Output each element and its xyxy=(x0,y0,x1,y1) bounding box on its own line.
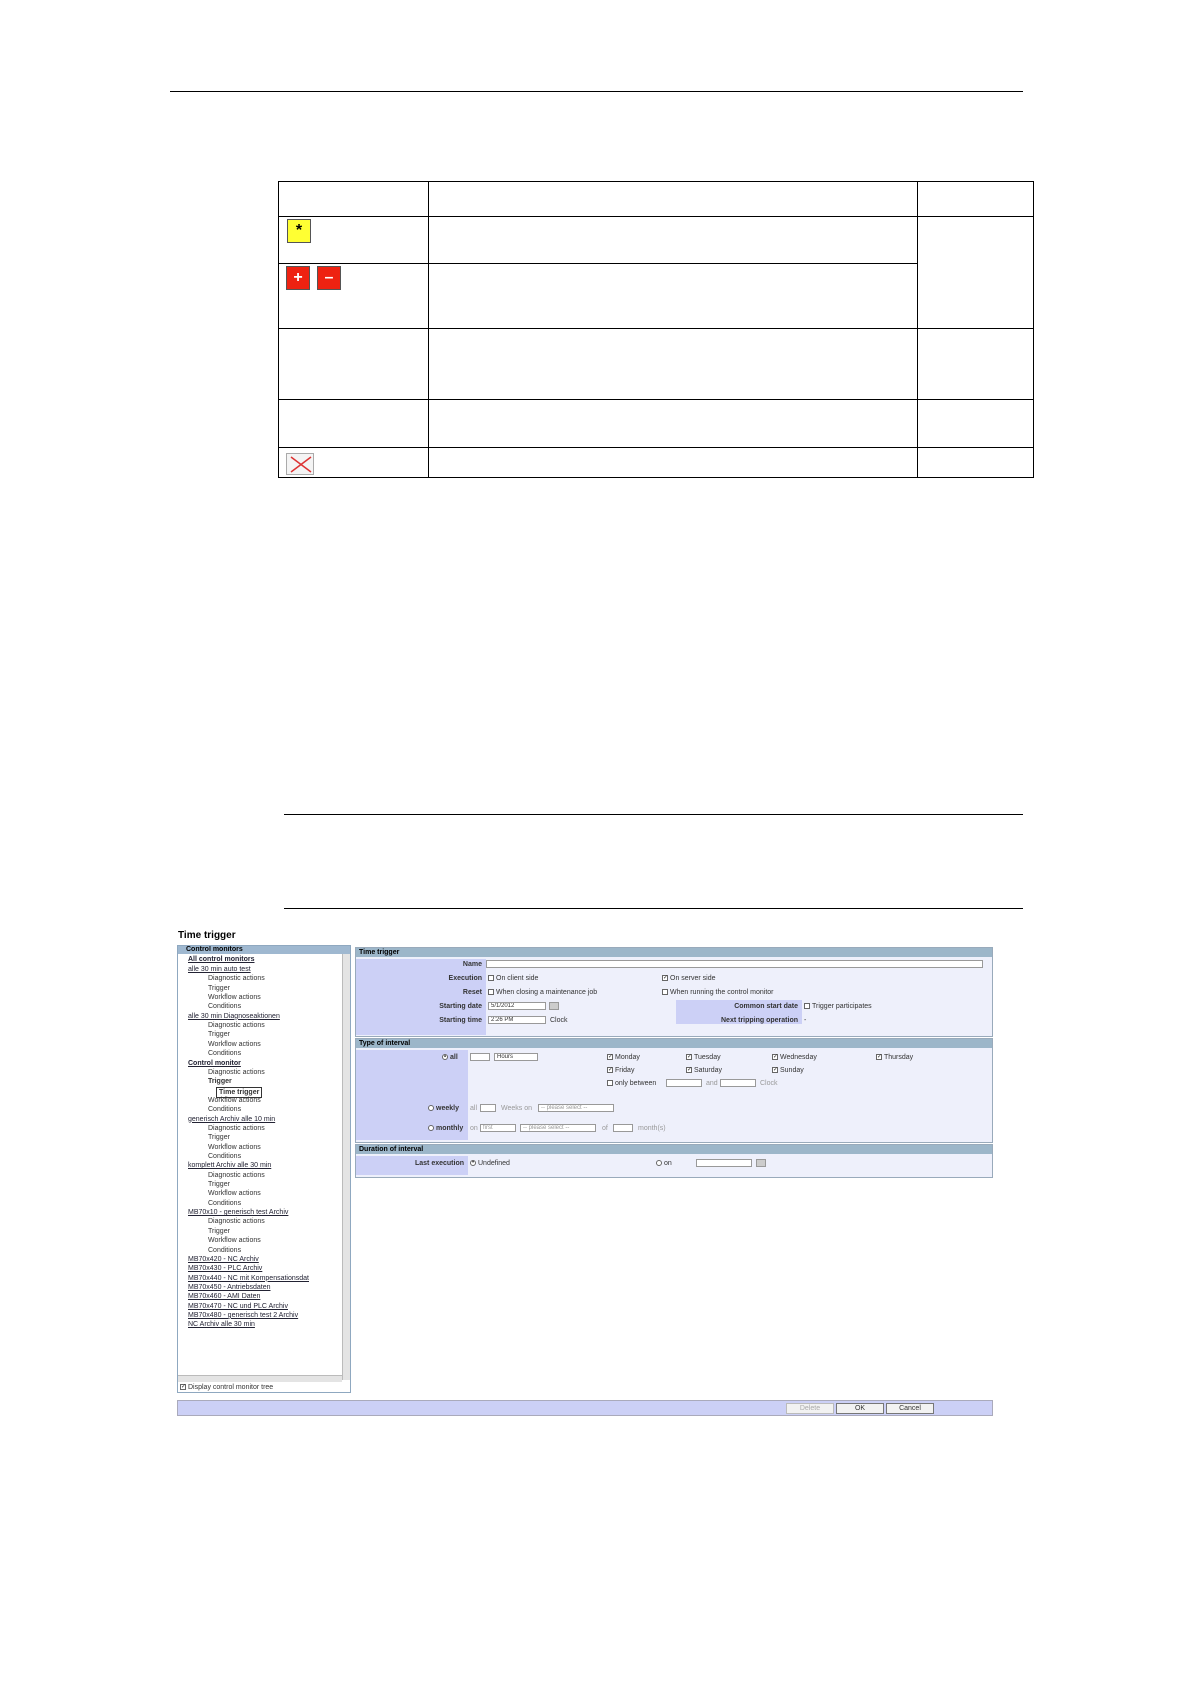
on-radio[interactable]: on xyxy=(656,1160,672,1167)
tree-vertical-scrollbar[interactable] xyxy=(342,954,350,1380)
monthly-first-select[interactable]: first xyxy=(480,1124,516,1132)
tree-item[interactable]: Diagnostic actions xyxy=(208,1124,265,1132)
tree-item[interactable]: Trigger xyxy=(208,1031,230,1039)
legend-row-new xyxy=(279,217,429,264)
delete-x-icon xyxy=(286,453,314,475)
legend-row-4-col3 xyxy=(918,329,1034,400)
tree-horizontal-scrollbar[interactable] xyxy=(178,1375,342,1382)
starting-time-input[interactable]: 2:26 PM xyxy=(488,1016,546,1024)
weekly-day-select[interactable]: -- please select -- xyxy=(538,1104,614,1112)
delete-button[interactable]: Delete xyxy=(786,1403,834,1414)
between-from-input[interactable] xyxy=(666,1079,702,1087)
symbol-legend-table xyxy=(278,181,1034,478)
tree-item[interactable]: Workflow actions xyxy=(208,994,261,1002)
tree-item[interactable]: Conditions xyxy=(208,1199,242,1207)
starting-time-clock: Clock xyxy=(550,1017,568,1024)
legend-row-delete-desc xyxy=(428,448,917,478)
tree-item[interactable]: Diagnostic actions xyxy=(208,1171,265,1179)
interval-all-radio[interactable]: • all xyxy=(443,1054,458,1061)
execution-client-option[interactable]: On client side xyxy=(488,975,538,982)
last-execution-label: Last execution xyxy=(414,1160,464,1167)
duration-calendar-icon[interactable] xyxy=(756,1159,766,1167)
display-tree-checkbox[interactable]: ✓ xyxy=(181,1384,187,1391)
weekly-radio[interactable]: weekly xyxy=(428,1105,459,1112)
day-wednesday[interactable]: ✓ Wednesday xyxy=(773,1054,817,1061)
monthly-radio[interactable]: monthly xyxy=(428,1125,463,1132)
legend-head-col1 xyxy=(279,182,429,217)
tree-item[interactable]: Workflow actions xyxy=(208,1143,261,1151)
tree-header[interactable]: Control monitors xyxy=(178,946,350,954)
months-label: month(s) xyxy=(638,1125,666,1132)
tree-item[interactable]: Control monitor xyxy=(188,1059,241,1067)
day-friday[interactable]: ✓ Friday xyxy=(608,1067,635,1074)
starting-time-label: Starting time xyxy=(439,1017,482,1024)
last-execution-date-input[interactable] xyxy=(696,1159,752,1167)
trigger-participates-checkbox[interactable]: Trigger participates xyxy=(804,1003,872,1010)
tree-item[interactable]: MB70x470 - NC und PLC Archiv xyxy=(188,1302,288,1310)
duration-header: Duration of interval xyxy=(356,1145,992,1154)
reset-label: Reset xyxy=(462,989,482,996)
legend-row-5-col1 xyxy=(279,400,429,448)
tree-item[interactable]: Conditions xyxy=(208,1050,242,1058)
tree-item[interactable]: MB70x430 - PLC Archiv xyxy=(188,1265,263,1273)
tree-item[interactable]: Conditions xyxy=(208,1246,242,1254)
name-input[interactable] xyxy=(486,960,983,968)
tree-item[interactable]: alle 30 min Diagnoseaktionen xyxy=(188,1012,280,1020)
monthly-of-label: of xyxy=(602,1125,608,1132)
tree-item[interactable]: Trigger xyxy=(208,1227,230,1235)
tree-item[interactable]: Workflow actions xyxy=(208,1237,261,1245)
legend-head-col2 xyxy=(428,182,917,217)
only-between-checkbox[interactable]: only between xyxy=(607,1080,656,1087)
monthly-count-input[interactable] xyxy=(613,1124,633,1132)
tree-item[interactable]: komplett Archiv alle 30 min xyxy=(188,1162,272,1170)
legend-row-delete-note xyxy=(918,448,1034,478)
next-tripping-label: Next tripping operation xyxy=(721,1017,798,1024)
tree-item[interactable]: Diagnostic actions xyxy=(208,1068,265,1076)
tree-root[interactable]: All control monitors xyxy=(188,956,255,963)
weekly-all-label: all xyxy=(470,1105,478,1112)
tree-item[interactable]: MB70x480 - generisch test 2 Archiv xyxy=(188,1311,299,1319)
tree-item[interactable]: MB70x420 - NC Archiv xyxy=(188,1255,259,1263)
calendar-icon[interactable] xyxy=(549,1002,559,1010)
tree-item[interactable]: MB70x10 - generisch test Archiv xyxy=(188,1209,289,1217)
tree-item[interactable]: NC Archiv alle 30 min xyxy=(188,1321,255,1329)
between-clock-label: Clock xyxy=(760,1080,778,1087)
execution-server-option[interactable]: ✓ On server side xyxy=(663,975,716,982)
next-tripping-value: - xyxy=(804,1017,807,1024)
time-trigger-screenshot xyxy=(175,930,995,1420)
tree-item[interactable]: Time trigger xyxy=(216,1087,262,1098)
interval-count-input[interactable] xyxy=(470,1053,490,1061)
day-saturday[interactable]: ✓ Saturday xyxy=(687,1067,723,1074)
legend-row-5-col2 xyxy=(428,400,917,448)
tree-item[interactable]: Diagnostic actions xyxy=(208,1218,265,1226)
starting-date-input[interactable]: 5/1/2012 xyxy=(488,1002,546,1010)
day-tuesday[interactable]: ✓ Tuesday xyxy=(687,1054,721,1061)
day-thursday[interactable]: ✓ Thursday xyxy=(877,1054,914,1061)
time-trigger-panel xyxy=(355,947,993,1037)
day-sunday[interactable]: ✓ Sunday xyxy=(773,1067,804,1074)
tree-item[interactable]: Diagnostic actions xyxy=(208,975,265,983)
tree-item[interactable]: Trigger xyxy=(208,984,230,992)
starting-date-label: Starting date xyxy=(439,1003,482,1010)
tree-item[interactable]: Trigger xyxy=(208,1181,230,1189)
legend-row-expand-desc xyxy=(428,264,917,329)
control-monitor-tree[interactable] xyxy=(177,945,351,1393)
screenshot-title: Time trigger xyxy=(178,930,236,941)
tree-item[interactable]: Diagnostic actions xyxy=(208,1022,265,1030)
tree-item[interactable]: Workflow actions xyxy=(208,1040,261,1048)
monthly-on-label: on xyxy=(470,1125,478,1132)
tree-item[interactable]: MB70x450 - Antriebsdaten xyxy=(188,1283,271,1291)
common-start-date-label: Common start date xyxy=(734,1003,798,1010)
tree-item[interactable]: Conditions xyxy=(208,1003,242,1011)
monthly-day-select[interactable]: -- please select -- xyxy=(520,1124,596,1132)
tree-item[interactable]: MB70x460 - AMI Daten xyxy=(188,1293,261,1301)
button-bar xyxy=(177,1400,993,1416)
interval-unit-select[interactable]: Hours xyxy=(494,1053,538,1061)
ok-button[interactable]: OK xyxy=(836,1403,884,1414)
between-and-label: and xyxy=(706,1080,718,1087)
day-monday[interactable]: ✓ Monday xyxy=(608,1054,640,1061)
tree-item[interactable]: Conditions xyxy=(208,1153,242,1160)
tree-item[interactable]: Trigger xyxy=(208,1134,230,1142)
legend-row-new-note xyxy=(918,217,1034,329)
name-label: Name xyxy=(462,961,482,968)
tree-item[interactable]: Trigger xyxy=(208,1078,232,1086)
tree-item[interactable]: generisch Archiv alle 10 min xyxy=(188,1115,276,1123)
reset-maintenance-checkbox[interactable]: When closing a maintenance job xyxy=(488,989,597,996)
header-rule xyxy=(170,91,1023,92)
expand-plus-icon: + xyxy=(286,266,310,290)
tree-footer[interactable]: ✓ Display control monitor tree xyxy=(181,1384,274,1391)
tree-item[interactable]: alle 30 min auto test xyxy=(188,966,251,973)
new-entry-icon: * xyxy=(287,219,311,243)
weekly-count-input[interactable] xyxy=(480,1104,496,1112)
legend-head-col3 xyxy=(918,182,1034,217)
collapse-minus-icon: – xyxy=(317,266,341,290)
cancel-button[interactable]: Cancel xyxy=(886,1403,934,1414)
duration-panel xyxy=(355,1144,993,1178)
legend-row-expand-collapse xyxy=(279,264,429,329)
legend-row-5-col3 xyxy=(918,400,1034,448)
time-trigger-header: Time trigger xyxy=(356,948,992,957)
reset-running-checkbox[interactable]: When running the control monitor xyxy=(662,989,774,996)
interval-panel xyxy=(355,1038,993,1143)
tree-item[interactable]: MB70x440 - NC mit Kompensationsdat xyxy=(188,1274,309,1282)
legend-row-delete xyxy=(279,448,429,478)
interval-header: Type of interval xyxy=(356,1039,992,1048)
legend-row-new-desc xyxy=(428,217,917,264)
tree-item[interactable]: Workflow actions xyxy=(208,1190,261,1198)
legend-row-4-col2 xyxy=(428,329,917,400)
note-rule-top xyxy=(284,814,1023,815)
between-to-input[interactable] xyxy=(720,1079,756,1087)
weeks-on-label: Weeks on xyxy=(501,1105,532,1112)
note-rule-bottom xyxy=(284,908,1023,909)
tree-item[interactable]: Conditions xyxy=(208,1106,242,1114)
tree-item[interactable]: Workflow actions xyxy=(208,1096,261,1104)
legend-row-4-col1 xyxy=(279,329,429,400)
execution-label: Execution xyxy=(448,975,482,982)
undefined-radio[interactable]: • Undefined xyxy=(471,1160,510,1167)
